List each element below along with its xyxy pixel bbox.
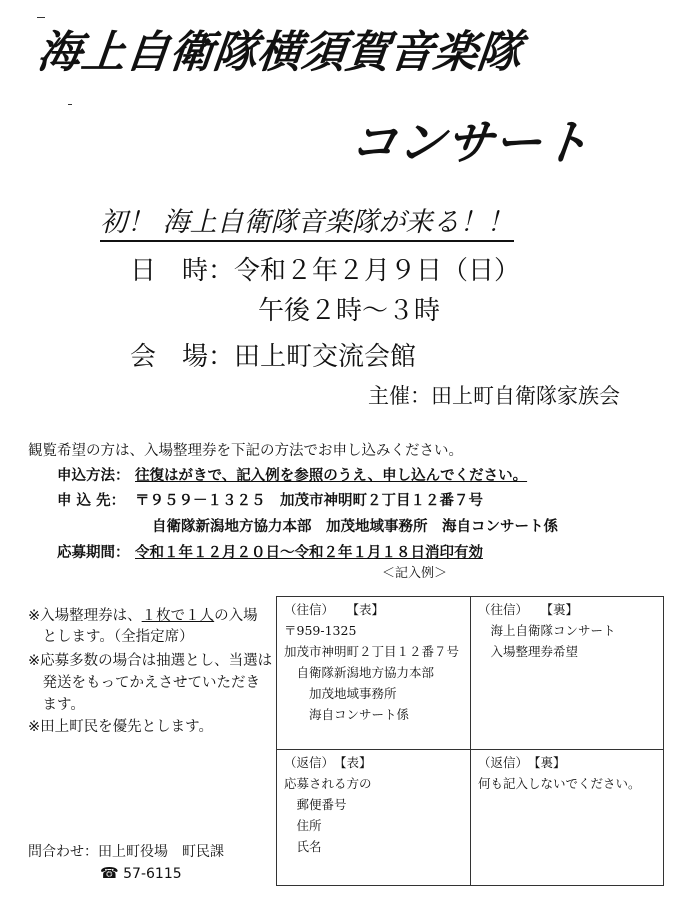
reply-back-line: 何も記入しないでください。 [478, 776, 641, 791]
address-line2: 自衛隊新潟地方協力本部 加茂地域事務所 海自コンサート係 [152, 519, 558, 535]
note-2-line1: ※応募多数の場合は抽選とし、当選は [28, 653, 273, 669]
note-3: ※田上町民を優先とします。 [28, 719, 213, 735]
phone-number: 57-6115 [123, 866, 182, 882]
venue-label: 会 場： [130, 342, 235, 372]
note-1 [28, 605, 258, 627]
outgoing-front-line: 〒959-1325 [284, 623, 357, 638]
postcard-divider-vertical [470, 596, 471, 886]
reply-back-header: （返信） 【裏】 [478, 755, 566, 770]
reply-front-line: 住所 [284, 818, 322, 833]
time-value: 午後２時～３時 [258, 296, 441, 326]
scan-mark [68, 104, 72, 105]
phone-icon: ☎ [100, 864, 119, 882]
organizer: 主催：田上町自衛隊家族会 [368, 384, 620, 408]
reply-front-cell [284, 752, 372, 857]
outgoing-front-line: 海自コンサート係 [284, 707, 410, 722]
outgoing-front-line: 加茂市神明町２丁目１２番７号 [284, 644, 460, 659]
contact-label: 問合わせ：田上町役場 町民課 [28, 844, 224, 860]
outgoing-back-line: 海上自衛隊コンサート [478, 623, 616, 638]
reply-front-line: 氏名 [284, 839, 322, 854]
method-value: 往復はがきで、記入例を参照のうえ、申し込んでください。 [135, 468, 528, 484]
note-1-text-a: ※入場整理券は、 [28, 608, 142, 624]
address-label: 申 込 先： [57, 493, 126, 509]
note-2-line2: 発送をもってかえさせていただき [28, 675, 260, 691]
contact-phone [100, 864, 182, 882]
outgoing-front-cell [284, 599, 459, 725]
outgoing-back-cell [478, 599, 616, 662]
catchphrase: 初！ 海上自衛隊音楽隊が来る！！ [100, 200, 514, 242]
outgoing-front-line: 加茂地域事務所 [284, 686, 397, 701]
page-title: 海上自衛隊横須賀音楽隊 [34, 27, 525, 78]
method-label: 申込方法： [57, 468, 130, 484]
note-1-text-b: １枚で１人 [141, 608, 215, 624]
outgoing-front-line: 自衛隊新潟地方協力本部 [284, 665, 435, 680]
date-label: 日 時： [130, 256, 235, 286]
reply-front-line: 郵便番号 [284, 797, 347, 812]
address-line1: 〒９５９－１３２５ 加茂市神明町２丁目１２番７号 [135, 493, 483, 509]
note-1-line2: とします。（全指定席） [28, 629, 194, 645]
postcard-divider-horizontal [276, 749, 664, 750]
period-value: 令和１年１２月２０日～令和２年１月１８日消印有効 [135, 545, 483, 561]
reply-front-header: （返信） 【表】 [284, 755, 372, 770]
reply-front-line: 応募される方の [284, 776, 372, 791]
note-1-text-c: の入場 [214, 608, 258, 624]
period-label: 応募期間： [57, 545, 130, 561]
date-value: 令和２年２月９日（日） [234, 256, 521, 286]
outgoing-back-header: （往信） 【裏】 [478, 602, 579, 617]
example-caption: ＜記入例＞ [382, 566, 448, 581]
venue-value: 田上町交流会館 [234, 342, 417, 372]
application-intro: 観覧希望の方は、入場整理券を下記の方法でお申し込みください。 [28, 443, 463, 459]
outgoing-back-line: 入場整理券希望 [478, 644, 579, 659]
reply-back-cell [478, 752, 641, 794]
outgoing-front-header: （往信） 【表】 [284, 602, 385, 617]
note-2-line3: ます。 [28, 697, 85, 713]
page-subtitle: コンサート [346, 115, 593, 171]
